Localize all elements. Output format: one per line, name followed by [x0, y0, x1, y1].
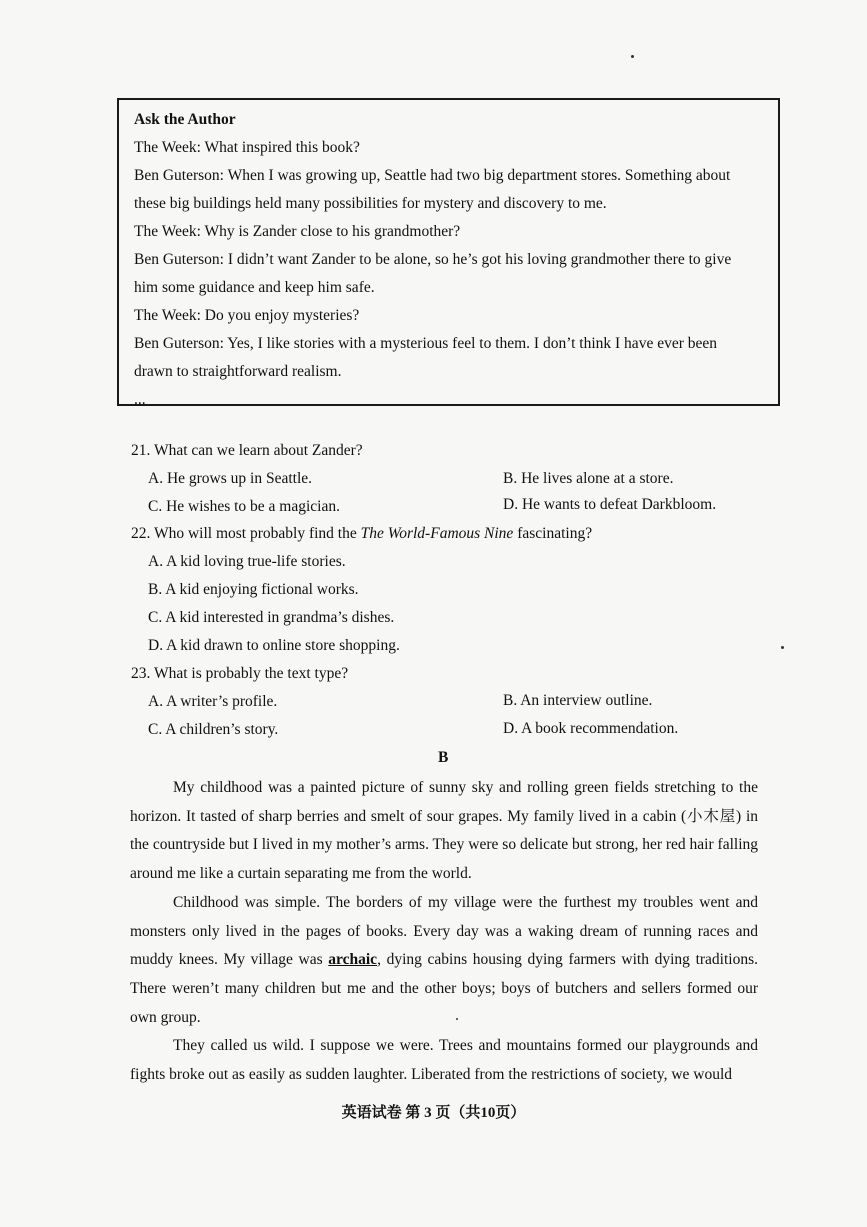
passage-paragraph-2 [130, 889, 758, 1033]
q22-stem-pre: 22. Who will most probably find the [131, 525, 361, 542]
interview-ellipsis: ... [134, 391, 146, 408]
interview-line: these big buildings held many possibilities for mystery and discovery to me. [134, 195, 607, 212]
q23-option-b: B. An interview outline. [503, 692, 653, 709]
q22-option-d: D. A kid drawn to online store shopping. [148, 637, 400, 654]
section-b-label: B [438, 749, 449, 766]
scan-speck [781, 646, 784, 649]
q22-book-title: The World-Famous Nine [360, 525, 514, 542]
question-22-stem [131, 524, 592, 544]
section-b-passage [130, 774, 758, 1090]
interview-line: The Week: What inspired this book? [134, 139, 360, 156]
q21-option-b: B. He lives alone at a store. [503, 470, 674, 487]
page-footer: 英语试卷 第 3 页（共10页） [341, 1105, 526, 1121]
passage-paragraph-1: My childhood was a painted picture of sunny sky and rolling green fields stretching to the horizon. It tasted of sharp berries and smelt of sour grapes. My family lived in a cabin (小木屋) in the countryside but I lived in my mother’s arms. They were so delicate but strong, her red hair falling around me like a curtain separating me from the world. [130, 779, 758, 883]
q23-option-d: D. A book recommendation. [503, 720, 679, 737]
question-21-stem: 21. What can we learn about Zander? [131, 442, 363, 459]
interview-line: The Week: Why is Zander close to his grandmother? [134, 223, 461, 240]
interview-line: him some guidance and keep him safe. [134, 279, 375, 296]
q23-option-c: C. A children’s story. [148, 721, 279, 738]
interview-title: Ask the Author [134, 111, 236, 128]
question-23-stem: 23. What is probably the text type? [131, 665, 349, 682]
q21-option-a: A. He grows up in Seattle. [148, 470, 313, 487]
interview-line: drawn to straightforward realism. [134, 363, 342, 380]
scan-speck [456, 1018, 458, 1020]
p2-text-post: , dying cabins housing dying farmers with dying traditions. There weren’t many children but me and the other boys; boys of butchers and sellers formed our own group. [130, 951, 758, 1026]
passage-paragraph-3: They called us wild. I suppose we were. Trees and mountains formed our playgrounds and fights broke out as easily as sudden laughter. Liberated from the restrictions of society, we would [130, 1037, 758, 1084]
scan-speck [631, 55, 634, 58]
q21-option-c: C. He wishes to be a magician. [148, 498, 340, 515]
q22-option-b: B. A kid enjoying fictional works. [148, 581, 359, 598]
interview-line: Ben Guterson: Yes, I like stories with a mysterious feel to them. I don’t think I have ever been [134, 335, 717, 352]
underlined-word-archaic: archaic [328, 951, 378, 969]
interview-line: Ben Guterson: When I was growing up, Seattle had two big department stores. Something about [134, 167, 731, 184]
q21-option-d: D. He wants to defeat Darkbloom. [503, 496, 717, 513]
q23-option-a: A. A writer’s profile. [148, 693, 278, 710]
p2-text-pre: Childhood was simple. The borders of my village were the furthest my troubles went and monsters only lived in the pages of books. Every day was a waking dream of running races and muddy knees. My village was [130, 893, 758, 969]
ask-the-author-box [117, 98, 780, 406]
q22-stem-post: fascinating? [513, 525, 593, 542]
interview-line: The Week: Do you enjoy mysteries? [134, 307, 360, 324]
q22-option-c: C. A kid interested in grandma’s dishes. [148, 609, 395, 626]
q22-option-a: A. A kid loving true-life stories. [148, 553, 346, 570]
interview-line: Ben Guterson: I didn’t want Zander to be alone, so he’s got his loving grandmother there to give [134, 251, 732, 268]
